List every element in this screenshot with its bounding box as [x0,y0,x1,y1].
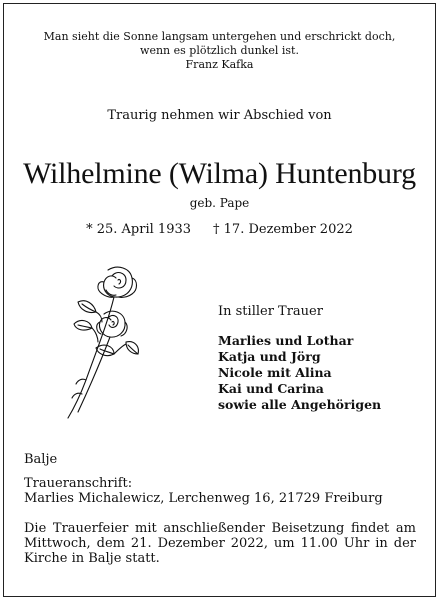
quote-author: Franz Kafka [185,58,254,71]
address-line: Marlies Michalewicz, Lerchenweg 16, 21729 Freiburg [24,491,383,506]
death-date: † 17. Dezember 2022 [213,222,353,237]
mourner-name: Katja und Jörg [218,349,321,364]
intro-text: Traurig nehmen wir Abschied von [107,108,332,123]
mourning-address [24,476,383,506]
address-label: Traueranschrift: [24,476,133,491]
mourner-name: Kai und Carina [218,381,324,396]
mourner-name: Nicole mit Alina [218,365,332,380]
mourner-name: Marlies und Lothar [218,333,354,348]
mourners-block [218,304,381,413]
ceremony-notice: Die Trauerfeier mit anschließender Beisetzung findet am Mittwoch, dem 21. Dezember 2022, um 11.00 Uhr in der Kirche in Balje statt. [24,521,416,566]
mourning-heading: In stiller Trauer [218,304,323,319]
upper-rose-icon [98,267,137,297]
lower-rose-icon [97,311,127,337]
mourner-name: sowie alle Angehörigen [218,397,382,412]
rose-drawing-icon [56,262,146,422]
birth-name: geb. Pape [189,196,250,210]
quote-line-2: wenn es plötzlich dunkel ist. [140,44,299,57]
life-dates [0,222,439,237]
kafka-quote [0,30,439,72]
birth-date: * 25. April 1933 [86,222,192,237]
quote-line-1: Man sieht die Sonne langsam untergehen und erschrickt doch, [43,30,396,43]
place-name: Balje [24,452,58,467]
deceased-name: Wilhelmine (Wilma) Huntenburg [23,157,416,190]
